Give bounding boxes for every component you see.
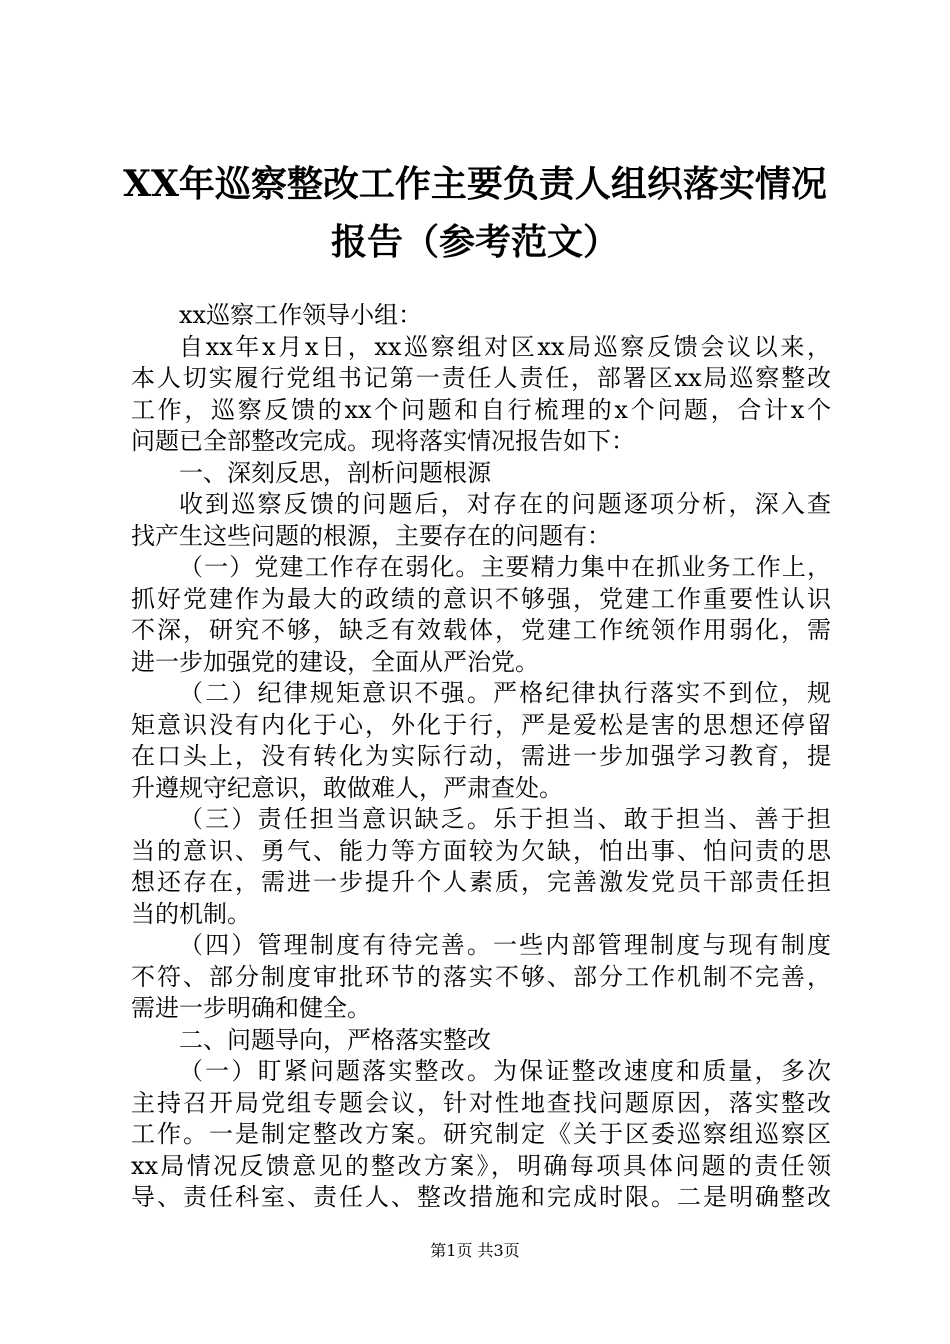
paragraph-line: （三）责任担当意识缺乏。乐于担当、敢于担当、善于担 xyxy=(179,805,831,833)
paragraph-line: 导、责任科室、责任人、整改措施和完成时限。二是明确整改 xyxy=(131,1183,831,1211)
paragraph-line: （四）管理制度有待完善。一些内部管理制度与现有制度 xyxy=(179,931,831,959)
document-body xyxy=(131,300,831,1214)
paragraph-line: 收到巡察反馈的问题后，对存在的问题逐项分析，深入查 xyxy=(179,490,831,518)
section-heading: 一、深刻反思，剖析问题根源 xyxy=(179,458,491,487)
salutation: xx巡察工作领导小组： xyxy=(179,301,423,329)
paragraph-line: 工作。一是制定整改方案。研究制定《关于区委巡察组巡察区 xyxy=(131,1120,831,1148)
page-number-footer: 第1页 共3页 xyxy=(430,1241,520,1260)
paragraph-line: 矩意识没有内化于心，外化于行，严是爱松是害的思想还停留 xyxy=(131,710,831,739)
paragraph-line: 需进一步明确和健全。 xyxy=(131,994,371,1022)
paragraph-line: xx局情况反馈意见的整改方案》，明确每项具体问题的责任领 xyxy=(131,1151,831,1180)
paragraph-line: 问题已全部整改完成。现将落实情况报告如下： xyxy=(131,427,635,455)
paragraph-line: （二）纪律规矩意识不强。严格纪律执行落实不到位，规 xyxy=(179,679,831,707)
paragraph-line: 本人切实履行党组书记第一责任人责任，部署区xx局巡察整改 xyxy=(131,364,831,392)
paragraph-line: 抓好党建作为最大的政绩的意识不够强，党建工作重要性认识 xyxy=(131,584,831,613)
paragraph-line: 进一步加强党的建设，全面从严治党。 xyxy=(131,647,539,676)
paragraph-line: 主持召开局党组专题会议，针对性地查找问题原因，落实整改 xyxy=(131,1088,831,1117)
paragraph-line: 工作，巡察反馈的xx个问题和自行梳理的x个问题，合计x个 xyxy=(131,395,831,424)
document-title-line-2: 报告（参考范文） xyxy=(330,221,619,263)
section-heading: 二、问题导向，严格落实整改 xyxy=(179,1025,491,1054)
paragraph-line: 想还存在，需进一步提升个人素质，完善激发党员干部责任担 xyxy=(131,868,831,896)
paragraph-line: 在口头上，没有转化为实际行动，需进一步加强学习教育，提 xyxy=(131,742,831,770)
paragraph-line: 不符、部分制度审批环节的落实不够、部分工作机制不完善， xyxy=(131,962,831,991)
document-title-line-1: XX年巡察整改工作主要负责人组织落实情况 xyxy=(123,163,827,205)
paragraph-line: （一）盯紧问题落实整改。为保证整改速度和质量，多次 xyxy=(179,1057,831,1085)
paragraph-line: 自xx年x月x日，xx巡察组对区xx局巡察反馈会议以来， xyxy=(179,332,831,361)
paragraph-line: 升遵规守纪意识，敢做难人，严肃查处。 xyxy=(131,773,563,802)
paragraph-line: （一）党建工作存在弱化。主要精力集中在抓业务工作上， xyxy=(179,553,831,581)
paragraph-line: 当的意识、勇气、能力等方面较为欠缺，怕出事、怕问责的思 xyxy=(131,836,831,865)
paragraph-line: 找产生这些问题的根源，主要存在的问题有： xyxy=(131,521,611,550)
paragraph-line: 不深，研究不够，缺乏有效载体，党建工作统领作用弱化，需 xyxy=(131,616,831,644)
paragraph-line: 当的机制。 xyxy=(131,899,251,928)
